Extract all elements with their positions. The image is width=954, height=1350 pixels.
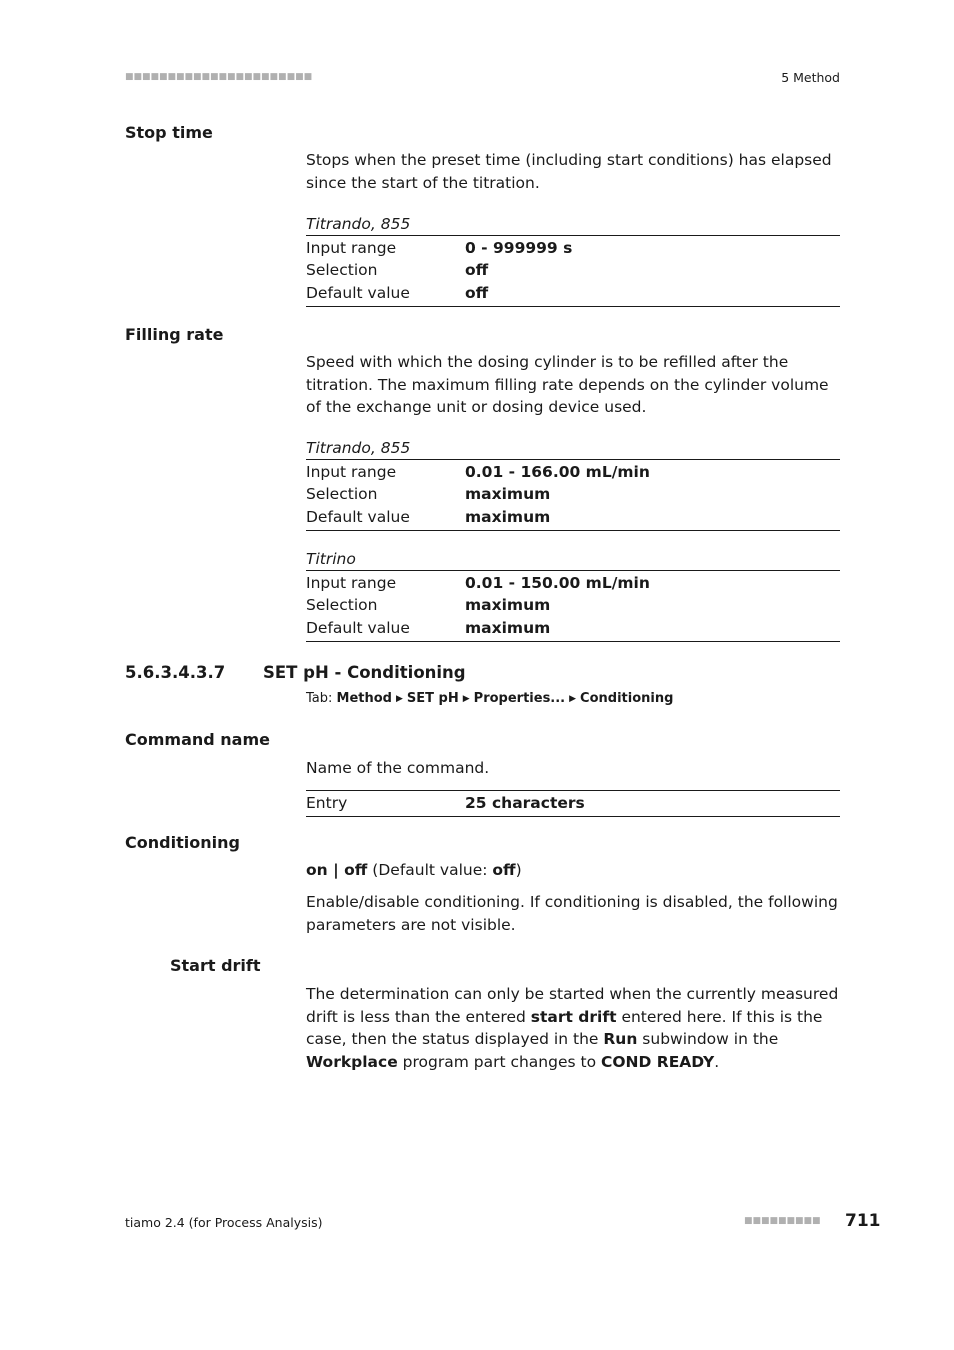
row-value: 0.01 - 166.00 mL/min bbox=[465, 463, 650, 481]
table-row bbox=[306, 259, 840, 281]
row-key: Selection bbox=[306, 485, 378, 504]
tab-path-item: Method bbox=[336, 691, 392, 706]
command-name-table bbox=[306, 790, 840, 817]
term-stop-time: Stop time bbox=[125, 123, 213, 142]
row-value: maximum bbox=[465, 596, 551, 615]
page-number: 711 bbox=[845, 1211, 881, 1231]
row-key: Selection bbox=[306, 261, 378, 280]
table-caption: Titrando, 855 bbox=[306, 213, 840, 236]
row-value: 0 - 999999 s bbox=[465, 239, 573, 257]
conditioning-options bbox=[306, 859, 846, 882]
stop-time-table bbox=[306, 213, 840, 307]
tab-path-item: SET pH bbox=[406, 691, 459, 706]
arrow-right-icon: ▶ bbox=[396, 694, 403, 704]
footer-decoration: ■■■■■■■■■ bbox=[744, 1216, 821, 1226]
running-header-section: 5 Method bbox=[781, 70, 840, 85]
table-row bbox=[306, 237, 840, 259]
tab-prefix: Tab: bbox=[306, 691, 337, 706]
default-prefix: (Default value: bbox=[367, 861, 493, 879]
term-start-drift: Start drift bbox=[170, 956, 261, 975]
table-row bbox=[306, 792, 840, 814]
table-caption: Titrino bbox=[306, 548, 840, 571]
header-decoration: ■■■■■■■■■■■■■■■■■■■■■■ bbox=[125, 72, 313, 82]
table-row bbox=[306, 282, 840, 304]
arrow-right-icon: ▶ bbox=[569, 694, 577, 704]
text-run: subwindow in the bbox=[637, 1030, 779, 1048]
row-key: Input range bbox=[306, 574, 397, 592]
bold-term: Workplace bbox=[306, 1052, 398, 1071]
text-run: . bbox=[714, 1052, 720, 1071]
row-key: Input range bbox=[306, 239, 397, 257]
table-row bbox=[306, 461, 840, 483]
row-key: Input range bbox=[306, 463, 397, 481]
row-key: Default value bbox=[306, 283, 410, 302]
option-separator: | bbox=[327, 861, 345, 879]
default-suffix: ) bbox=[515, 861, 522, 879]
option-on: on bbox=[306, 861, 328, 879]
bold-term: Run bbox=[603, 1030, 638, 1048]
term-filling-rate: Filling rate bbox=[125, 325, 224, 344]
arrow-right-icon: ▶ bbox=[462, 694, 470, 704]
text-run: The determination can only be started when the currently measured drift is less than the entered bbox=[306, 985, 839, 1026]
filling-rate-table-titrando bbox=[306, 437, 840, 531]
bold-term: COND READY bbox=[600, 1052, 715, 1071]
row-value: off bbox=[465, 261, 489, 280]
row-value: 0.01 - 150.00 mL/min bbox=[465, 574, 650, 592]
row-value: off bbox=[465, 283, 489, 302]
term-command-name: Command name bbox=[125, 730, 270, 749]
row-value: 25 characters bbox=[465, 794, 585, 812]
table-row bbox=[306, 617, 840, 639]
row-value: maximum bbox=[465, 618, 551, 637]
start-drift-description bbox=[306, 983, 846, 1073]
section-number: 5.6.3.4.3.7 bbox=[125, 663, 226, 682]
row-key: Default value bbox=[306, 507, 410, 526]
text-run: program part changes to bbox=[397, 1052, 601, 1071]
section-title: SET pH - Conditioning bbox=[263, 663, 466, 682]
tab-path bbox=[306, 691, 673, 706]
term-conditioning: Conditioning bbox=[125, 833, 240, 852]
row-value: maximum bbox=[465, 507, 551, 526]
stop-time-description: Stops when the preset time (including start conditions) has elapsed since the start of the titration. bbox=[306, 151, 832, 192]
table-row bbox=[306, 506, 840, 528]
tab-path-item: Conditioning bbox=[580, 691, 674, 706]
option-off: off bbox=[344, 861, 368, 879]
conditioning-description: Enable/disable conditioning. If conditioning is disabled, the following parameters are not visible. bbox=[306, 893, 838, 934]
filling-rate-table-titrino bbox=[306, 548, 840, 642]
text-run: entered here. If this is the case, then the status displayed in the bbox=[306, 1007, 823, 1048]
command-name-description: Name of the command. bbox=[306, 759, 490, 777]
row-key: Entry bbox=[306, 794, 348, 812]
table-caption: Titrando, 855 bbox=[306, 437, 840, 460]
row-key: Default value bbox=[306, 618, 410, 637]
footer-product: tiamo 2.4 (for Process Analysis) bbox=[125, 1215, 323, 1230]
tab-path-item: Properties... bbox=[473, 691, 566, 706]
default-value: off bbox=[492, 861, 516, 879]
table-row bbox=[306, 483, 840, 505]
row-value: maximum bbox=[465, 485, 551, 504]
table-row bbox=[306, 572, 840, 594]
row-key: Selection bbox=[306, 596, 378, 615]
filling-rate-description: Speed with which the dosing cylinder is to be refilled after the titration. The maximum filling rate depends on the cylinder volume of the exchange unit or dosing device used. bbox=[306, 353, 829, 416]
table-row bbox=[306, 594, 840, 616]
bold-term: start drift bbox=[530, 1007, 617, 1026]
